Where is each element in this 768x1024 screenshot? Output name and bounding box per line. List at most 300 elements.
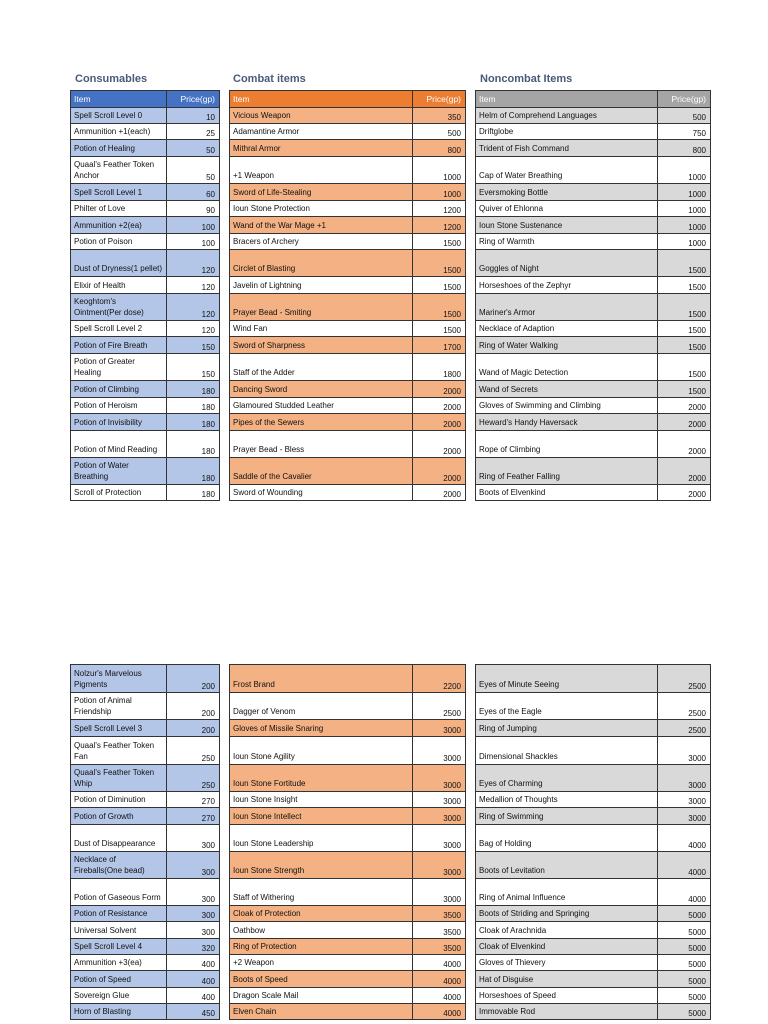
item-price: 5000 [688,928,706,937]
noncombat-items-title: Noncombat Items [480,73,573,85]
item-price: 90 [206,206,215,215]
table-row [230,988,465,1004]
item-name: Sword of Life-Stealing [230,184,413,200]
item-price: 1000 [688,223,706,232]
item-price: 5000 [688,911,706,920]
item-price: 1000 [443,173,461,182]
item-name: Ring of Animal Influence [476,879,658,905]
item-name: Staff of Withering [230,879,413,905]
item-name: Potion of Invisibility [71,414,167,430]
item-price: 60 [206,190,215,199]
item-price: 200 [201,726,215,735]
item-price: 3000 [443,841,461,850]
table-row [230,922,465,939]
item-price: 120 [201,310,215,319]
price-column-header: Price(gp) [180,94,215,104]
item-name: Ring of Swimming [476,808,658,824]
table-row [476,140,710,157]
item-name: Oathbow [230,922,413,938]
item-price: 180 [201,490,215,499]
item-name: Vicious Weapon [230,108,413,123]
item-name: Dancing Sword [230,381,413,397]
table-row [476,988,710,1004]
item-price: 1000 [443,190,461,199]
table-row [476,458,710,485]
item-price: 2500 [688,726,706,735]
item-name: Heward's Handy Haversack [476,414,658,430]
table-row [230,737,465,765]
table-row [71,234,219,250]
item-name: Dust of Dryness(1 pellet) [71,250,167,276]
item-price: 3000 [443,797,461,806]
table-row [476,825,710,852]
item-price: 1500 [688,387,706,396]
item-price: 800 [447,146,461,155]
item-price: 4000 [443,993,461,1002]
noncombat-items-table-continued [475,664,711,1020]
item-price: 1500 [688,343,706,352]
item-price: 3000 [443,781,461,790]
item-name: Cloak of Elvenkind [476,939,658,954]
table-row [71,906,219,922]
table-row [476,879,710,906]
item-price: 400 [201,993,215,1002]
table-row [230,458,465,485]
item-name: Ring of Jumping [476,720,658,736]
table-row [71,955,219,971]
item-name: Potion of Resistance [71,906,167,921]
item-price: 2000 [443,420,461,429]
item-name: Potion of Gaseous Form [71,879,167,905]
item-price: 200 [201,709,215,718]
item-name: Spell Scroll Level 1 [71,184,167,200]
item-name: Horseshoes of Speed [476,988,658,1003]
item-name: Glamoured Studded Leather [230,398,413,413]
item-price: 4000 [688,841,706,850]
consumables-title: Consumables [75,73,148,85]
table-row [476,808,710,825]
item-name: Eyes of the Eagle [476,693,658,719]
item-price: 300 [201,841,215,850]
item-price: 4000 [443,977,461,986]
item-column-header: Item [230,91,413,107]
table-row [230,250,465,277]
item-price: 50 [206,173,215,182]
item-name: Ring of Protection [230,939,413,954]
item-price: 5000 [688,944,706,953]
consumables-table [70,90,220,501]
item-name: Bracers of Archery [230,234,413,249]
table-row [230,381,465,398]
table-row [71,792,219,808]
item-price: 450 [201,1009,215,1018]
item-price: 250 [201,781,215,790]
table-row [230,294,465,321]
table-row [476,720,710,737]
table-row [476,737,710,765]
item-column-header: Item [71,91,167,107]
item-price: 4000 [688,868,706,877]
item-name: Ammunition +1(each) [71,124,167,139]
table-row [71,665,219,693]
table-row [71,693,219,720]
item-name: Boots of Levitation [476,852,658,878]
item-name: Potion of Water Breathing [71,458,167,484]
item-price: 100 [201,239,215,248]
item-name: Spell Scroll Level 2 [71,321,167,336]
table-row [230,1004,465,1020]
table-row [476,485,710,501]
item-name: Dust of Disappearance [71,825,167,851]
item-name: Universal Solvent [71,922,167,938]
table-row [476,398,710,414]
table-row [230,321,465,337]
item-name: Spell Scroll Level 3 [71,720,167,736]
item-price: 2200 [443,682,461,691]
item-price: 1700 [443,343,461,352]
item-name: Potion of Greater Healing [71,354,167,380]
item-name: Pipes of the Sewers [230,414,413,430]
combat-items-table-continued [229,664,466,1020]
table-row [476,1004,710,1020]
item-price: 3000 [443,814,461,823]
item-name: Ring of Water Walking [476,337,658,353]
item-price: 5000 [688,993,706,1002]
item-price: 4000 [443,1009,461,1018]
item-name: Quaal's Feather Token Anchor [71,157,167,183]
item-name: Elixir of Health [71,277,167,293]
table-row [230,879,465,906]
item-price: 50 [206,146,215,155]
item-name: Potion of Healing [71,140,167,156]
table-header [230,91,465,108]
item-name: Wind Fan [230,321,413,336]
item-name: Quaal's Feather Token Fan [71,737,167,764]
combat-items-table [229,90,466,501]
item-price: 300 [201,911,215,920]
item-price: 1500 [688,283,706,292]
table-row [476,906,710,922]
item-name: Ioun Stone Fortitude [230,765,413,791]
item-price: 2000 [688,474,706,483]
table-row [476,157,710,184]
item-name: Sword of Sharpness [230,337,413,353]
table-row [230,808,465,825]
table-row [71,398,219,414]
item-price: 2500 [688,682,706,691]
item-name: Adamantine Armor [230,124,413,139]
item-price: 750 [692,129,706,138]
item-price: 3000 [688,797,706,806]
item-name: Wand of Secrets [476,381,658,397]
table-row [230,955,465,971]
item-name: Saddle of the Cavalier [230,458,413,484]
item-price: 1000 [688,173,706,182]
item-name: Ioun Stone Strength [230,852,413,878]
item-name: Dagger of Venom [230,693,413,719]
item-price: 25 [206,129,215,138]
item-column-header: Item [476,91,658,107]
item-name: Dimensional Shackles [476,737,658,764]
item-price: 400 [201,960,215,969]
item-price: 1200 [443,223,461,232]
consumables-table-continued [70,664,220,1020]
table-row [230,414,465,431]
item-price: 250 [201,754,215,763]
table-row [476,665,710,693]
item-name: Potion of Speed [71,971,167,987]
item-name: Wand of Magic Detection [476,354,658,380]
table-row [71,337,219,354]
table-row [230,939,465,955]
item-price: 3000 [688,814,706,823]
item-price: 180 [201,420,215,429]
item-name: Quiver of Ehlonna [476,201,658,216]
table-row [476,354,710,381]
table-row [71,277,219,294]
item-name: Sword of Wounding [230,485,413,500]
item-price: 3500 [443,928,461,937]
table-row [71,922,219,939]
item-price: 10 [206,113,215,122]
table-row [71,825,219,852]
item-price: 1000 [688,190,706,199]
table-row [230,693,465,720]
item-price: 320 [201,944,215,953]
item-name: Prayer Bead - Bless [230,431,413,457]
item-price: 1500 [443,266,461,275]
table-row [230,234,465,250]
item-name: Ioun Stone Intellect [230,808,413,824]
item-name: Potion of Heroism [71,398,167,413]
item-name: Sovereign Glue [71,988,167,1003]
item-price: 200 [201,682,215,691]
table-row [71,414,219,431]
table-row [71,140,219,157]
item-name: Gloves of Swimming and Climbing [476,398,658,413]
item-price: 2000 [688,420,706,429]
item-name: Frost Brand [230,665,413,692]
table-row [230,971,465,988]
item-price: 1500 [443,239,461,248]
item-price: 3000 [443,754,461,763]
item-name: Ioun Stone Agility [230,737,413,764]
item-price: 3500 [443,944,461,953]
item-price: 1500 [688,370,706,379]
item-price: 150 [201,370,215,379]
item-name: Goggles of Night [476,250,658,276]
item-price: 3000 [688,781,706,790]
item-name: Mithral Armor [230,140,413,156]
item-price: 2000 [443,490,461,499]
table-row [71,217,219,234]
table-row [476,971,710,988]
item-name: Ioun Stone Protection [230,201,413,216]
table-row [230,852,465,879]
item-name: Ammunition +3(ea) [71,955,167,970]
table-row [71,184,219,201]
item-price: 4000 [443,960,461,969]
item-price: 270 [201,797,215,806]
table-row [476,381,710,398]
item-name: Nolzur's Marvelous Pigments [71,665,167,692]
item-name: Boots of Speed [230,971,413,987]
table-row [71,879,219,906]
table-row [476,201,710,217]
item-name: Boots of Elvenkind [476,485,658,500]
item-name: Spell Scroll Level 4 [71,939,167,954]
item-price: 350 [447,113,461,122]
table-row [476,765,710,792]
item-price: 180 [201,387,215,396]
item-name: Potion of Diminution [71,792,167,807]
table-row [230,140,465,157]
table-row [230,277,465,294]
item-name: Cloak of Protection [230,906,413,921]
price-column-header: Price(gp) [426,94,461,104]
item-name: Horseshoes of the Zephyr [476,277,658,293]
table-row [230,201,465,217]
item-price: 180 [201,474,215,483]
item-price: 2000 [688,403,706,412]
item-price: 1500 [443,326,461,335]
item-name: Ammunition +2(ea) [71,217,167,233]
table-row [71,808,219,825]
item-name: Rope of Climbing [476,431,658,457]
table-row [476,250,710,277]
item-name: Gloves of Thievery [476,955,658,970]
item-price: 1200 [443,206,461,215]
table-row [476,124,710,140]
table-row [71,852,219,879]
item-name: Hat of Disguise [476,971,658,987]
table-row [71,294,219,321]
item-name: Ring of Feather Falling [476,458,658,484]
table-row [476,939,710,955]
table-row [71,939,219,955]
item-price: 500 [692,113,706,122]
item-price: 300 [201,868,215,877]
table-row [71,321,219,337]
table-header [71,91,219,108]
table-row [230,665,465,693]
table-row [476,184,710,201]
table-row [476,852,710,879]
table-row [71,354,219,381]
item-name: +1 Weapon [230,157,413,183]
table-row [71,1004,219,1020]
item-name: Potion of Poison [71,234,167,249]
table-row [230,398,465,414]
table-row [230,184,465,201]
item-price: 1500 [443,310,461,319]
table-row [476,792,710,808]
table-row [230,825,465,852]
item-name: Horn of Blasting [71,1004,167,1019]
item-name: Scroll of Protection [71,485,167,500]
item-name: Javelin of Lightning [230,277,413,293]
item-price: 3000 [688,754,706,763]
item-price: 100 [201,223,215,232]
item-name: Spell Scroll Level 0 [71,108,167,123]
item-price: 2000 [443,474,461,483]
table-row [476,321,710,337]
item-name: Eyes of Charming [476,765,658,791]
item-price: 2500 [443,709,461,718]
table-row [476,217,710,234]
item-price: 1500 [688,310,706,319]
item-price: 1500 [688,326,706,335]
table-row [230,720,465,737]
table-row [230,792,465,808]
item-price: 300 [201,895,215,904]
item-price: 5000 [688,977,706,986]
item-price: 150 [201,343,215,352]
item-name: Gloves of Missile Snaring [230,720,413,736]
item-name: Helm of Comprehend Languages [476,108,658,123]
item-name: Necklace of Fireballs(One bead) [71,852,167,878]
item-price: 120 [201,326,215,335]
item-name: Elven Chain [230,1004,413,1019]
item-price: 3000 [443,895,461,904]
price-column-header: Price(gp) [671,94,706,104]
item-price: 1000 [688,239,706,248]
item-price: 5000 [688,1009,706,1018]
item-name: Keoghtom's Ointment(Per dose) [71,294,167,320]
item-name: Dragon Scale Mail [230,988,413,1003]
item-name: Potion of Climbing [71,381,167,397]
item-name: Eyes of Minute Seeing [476,665,658,692]
item-name: Ioun Stone Leadership [230,825,413,851]
table-row [476,294,710,321]
table-row [230,124,465,140]
table-row [476,108,710,124]
item-name: Circlet of Blasting [230,250,413,276]
table-row [71,988,219,1004]
item-name: Eversmoking Bottle [476,184,658,200]
table-row [71,381,219,398]
table-row [230,217,465,234]
item-name: Ring of Warmth [476,234,658,249]
table-row [476,337,710,354]
item-name: Wand of the War Mage +1 [230,217,413,233]
item-price: 2000 [443,447,461,456]
table-row [230,354,465,381]
item-price: 2000 [443,403,461,412]
item-name: Mariner's Armor [476,294,658,320]
item-price: 2000 [443,387,461,396]
item-price: 300 [201,928,215,937]
item-name: Driftglobe [476,124,658,139]
item-price: 180 [201,447,215,456]
item-name: Philter of Love [71,201,167,216]
item-price: 3000 [443,726,461,735]
item-name: Necklace of Adaption [476,321,658,336]
item-price: 2500 [688,709,706,718]
item-price: 800 [692,146,706,155]
item-price: 120 [201,283,215,292]
table-row [476,693,710,720]
noncombat-items-table [475,90,711,501]
item-price: 400 [201,977,215,986]
item-name: +2 Weapon [230,955,413,970]
table-row [71,765,219,792]
item-name: Potion of Growth [71,808,167,824]
item-price: 1500 [443,283,461,292]
table-row [71,720,219,737]
item-name: Boots of Striding and Springing [476,906,658,921]
table-row [71,157,219,184]
